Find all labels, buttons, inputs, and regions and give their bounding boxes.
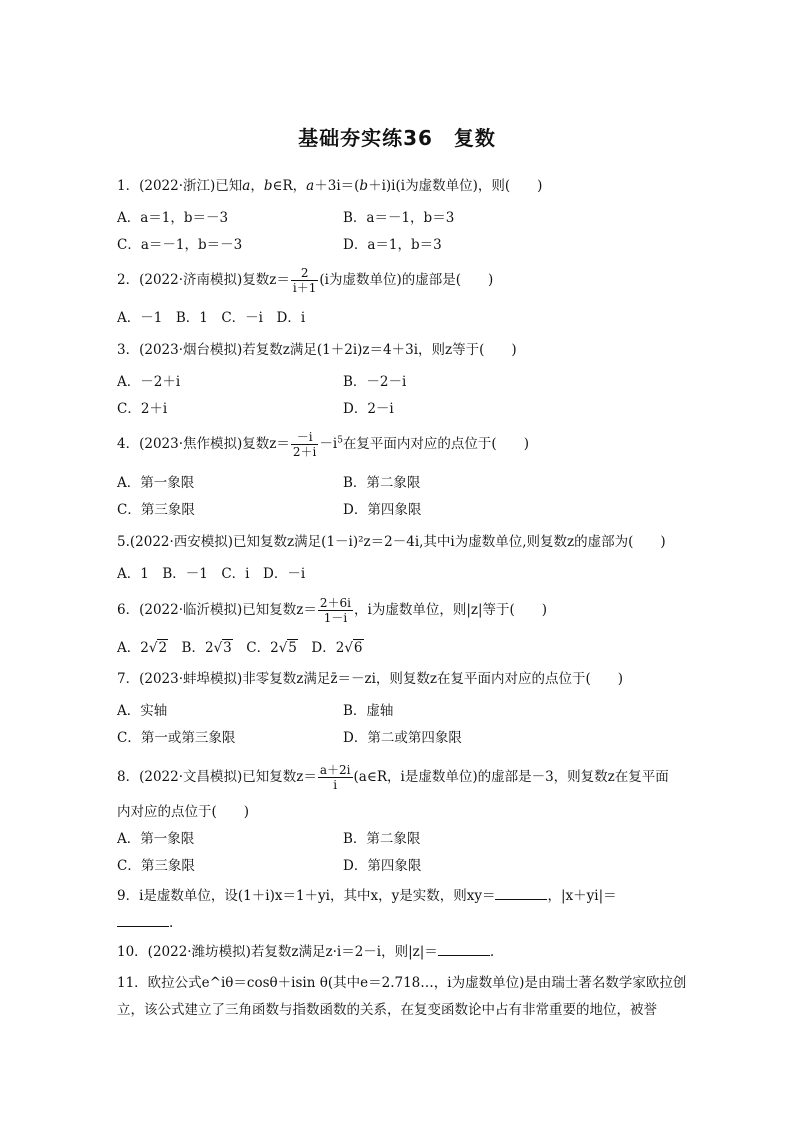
question-3-option-d: D．2－i bbox=[343, 401, 394, 417]
question-6-options: A．2√2 B．2√3 C．2√5 D．2√6 bbox=[117, 640, 363, 656]
question-1-option-a: A．a＝1，b＝－3 bbox=[117, 210, 229, 226]
question-5-stem: 5.(2022·西安模拟)已知复数z满足(1－i)²z＝2－4i,其中i为虚数单位,则复数z的虚部为( ) bbox=[117, 534, 666, 550]
question-2-stem: 2．(2022·济南模拟)复数z＝ $\frac{2}{i+1}$ (i为虚数单位)的虚部是( ) bbox=[117, 266, 494, 295]
question-8-option-a: A．第一象限 bbox=[117, 831, 195, 847]
answer-blank[interactable] bbox=[438, 943, 490, 956]
question-11-line-1: 11．欧拉公式e^iθ＝cosθ＋isin θ(其中e＝2.718…，i为虚数单位)是由瑞士著名数学家欧拉创 bbox=[117, 975, 687, 991]
question-7-option-d: D．第二或第四象限 bbox=[343, 730, 462, 746]
question-1-stem: 1．(2022·浙江)已知a，b∈R，a＋3i＝(b＋i)i(i为虚数单位)，则( ) bbox=[117, 178, 543, 194]
question-4-option-b: B．第二象限 bbox=[343, 475, 421, 491]
question-4-stem: 4．(2023·焦作模拟)复数z＝ $\frac{-i}{2+i}$ $-i^5$在复平面内对应的点位于( ) bbox=[117, 430, 529, 459]
question-8-stem: 8．(2022·文昌模拟)已知复数z＝ $\frac{a+2i}{i}$ (a∈R，i是虚数单位)的虚部是－3，则复数z在复平面 bbox=[117, 763, 669, 792]
question-3-stem: 3．(2023·烟台模拟)若复数z满足(1＋2i)z＝4＋3i，则z等于( ) bbox=[117, 342, 517, 358]
question-11-line-2: 立，该公式建立了三角函数与指数函数的关系，在复变函数论中占有非常重要的地位，被誉 bbox=[117, 1002, 657, 1018]
question-9-stem-continued: . bbox=[117, 914, 173, 932]
fraction: $\frac{-i}{2+i}$ bbox=[292, 430, 317, 459]
question-8-option-d: D．第四象限 bbox=[343, 858, 422, 874]
question-6-stem: 6．(2022·临沂模拟)已知复数z＝ $\frac{2+6i}{1-i}$ ，i为虚数单位，则|z|等于( ) bbox=[117, 596, 548, 625]
question-4-option-a: A．第一象限 bbox=[117, 475, 195, 491]
question-8-option-c: C．第三象限 bbox=[117, 858, 195, 874]
question-4-option-c: C．第三象限 bbox=[117, 502, 195, 518]
question-10-stem: 10．(2022·潍坊模拟)若复数z满足z·i＝2－i，则|z|＝ . bbox=[117, 944, 495, 960]
question-3-option-c: C．2＋i bbox=[117, 401, 168, 417]
question-7-option-b: B．虚轴 bbox=[343, 703, 394, 719]
fraction: $\frac{2+6i}{1-i}$ bbox=[319, 596, 351, 625]
question-4-option-d: D．第四象限 bbox=[343, 502, 422, 518]
question-1-option-b: B．a＝－1，b＝3 bbox=[343, 210, 455, 226]
page-title: 基础夯实练36 复数 bbox=[298, 126, 496, 150]
question-1-option-d: D．a＝1，b＝3 bbox=[343, 237, 442, 253]
question-7-option-c: C．第一或第三象限 bbox=[117, 730, 236, 746]
question-7-option-a: A．实轴 bbox=[117, 703, 168, 719]
fraction: $\frac{a+2i}{i}$ bbox=[319, 763, 351, 792]
question-8-stem-continued: 内对应的点位于( ) bbox=[117, 804, 250, 820]
fraction: $\frac{2}{i+1}$ bbox=[292, 266, 317, 295]
question-1-option-c: C．a＝－1，b＝－3 bbox=[117, 237, 243, 253]
question-7-stem: 7．(2023·蚌埠模拟)非零复数z满足z̄＝－zi，则复数z在复平面内对应的点位于( ) bbox=[117, 671, 624, 687]
question-9-stem: 9．i是虚数单位，设(1＋i)x＝1＋yi，其中x，y是实数，则xy＝ ，|x＋yi|＝ bbox=[117, 888, 617, 904]
question-3-option-b: B．－2－i bbox=[343, 374, 407, 390]
question-8-option-b: B．第二象限 bbox=[343, 831, 421, 847]
question-5-options: A．1 B．－1 C．i D．－i bbox=[117, 566, 306, 582]
answer-blank[interactable] bbox=[495, 887, 547, 900]
question-3-option-a: A．－2＋i bbox=[117, 374, 181, 390]
answer-blank[interactable] bbox=[117, 914, 169, 927]
question-2-options: A．－1 B．1 C．－i D．i bbox=[117, 310, 306, 326]
